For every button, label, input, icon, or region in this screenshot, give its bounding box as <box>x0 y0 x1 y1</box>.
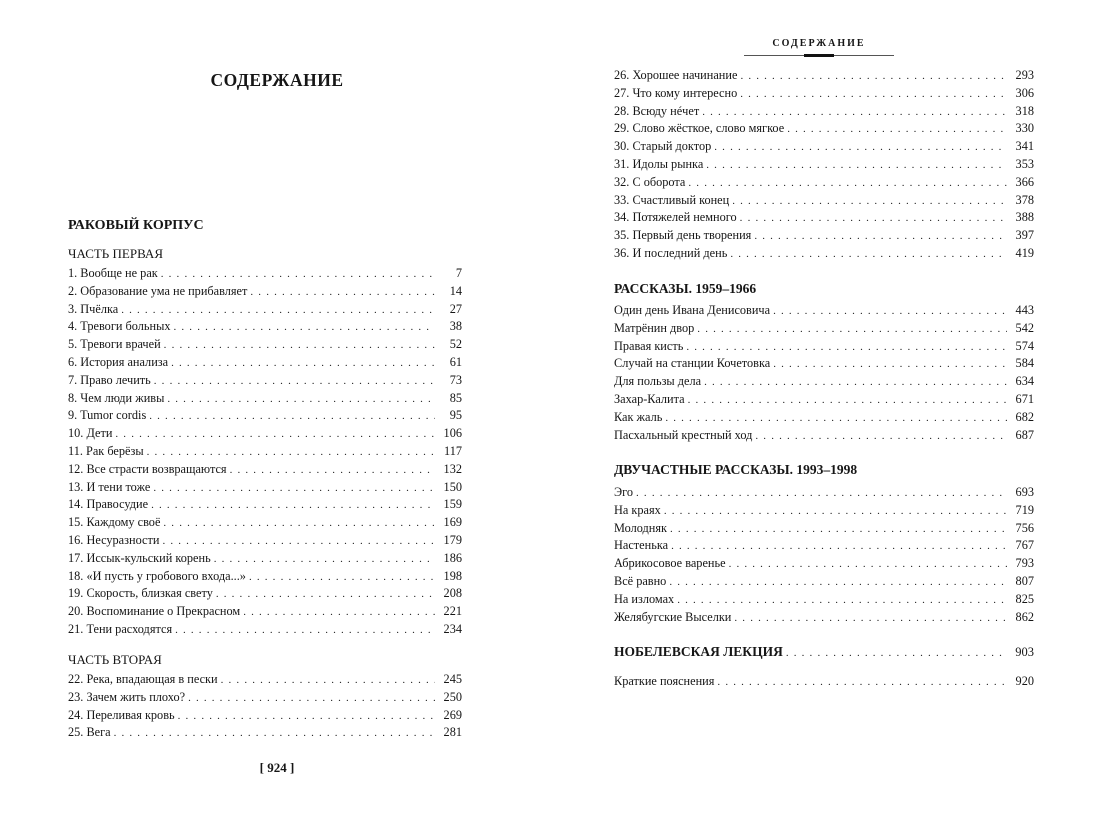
toc-entry-page: 542 <box>1015 320 1034 335</box>
toc-entry-page: 117 <box>444 443 462 458</box>
toc-entry-page: 378 <box>1015 192 1034 207</box>
toc-entry <box>614 320 1034 338</box>
toc-entry-page: 27 <box>449 301 462 316</box>
leader-dots <box>677 592 1007 610</box>
toc-entry-title: 2. Образование ума не прибавляет <box>68 283 248 298</box>
toc-entry-page: 198 <box>443 568 462 583</box>
toc-entry <box>614 555 1034 573</box>
leader-dots <box>670 521 1007 539</box>
leader-dots <box>755 428 1007 446</box>
toc-entry-title: На изломах <box>614 591 675 606</box>
toc-entry-page: 862 <box>1015 609 1034 624</box>
toc-entry-page: 7 <box>455 266 462 280</box>
toc-entry-title: 29. Слово жёсткое, слово мягкое <box>614 121 785 136</box>
toc-entry-page: 250 <box>443 689 462 704</box>
toc-entry-page: 584 <box>1015 356 1034 371</box>
leader-dots <box>740 68 1007 86</box>
toc-entry-page: 767 <box>1015 538 1034 553</box>
two-part-stories-heading: ДВУЧАСТНЫЕ РАССКАЗЫ. 1993–1998 <box>614 462 858 477</box>
toc-entry <box>68 550 462 568</box>
toc-entry-page: 687 <box>1015 427 1034 442</box>
toc-entry-page: 159 <box>443 497 462 512</box>
toc-entry-title: 10. Дети <box>68 426 113 441</box>
toc-entry-title: 20. Воспоминание о Прекрасном <box>68 604 241 619</box>
page-number: [ 924 ] <box>259 760 295 775</box>
toc-entry <box>68 265 462 283</box>
running-head-rule <box>744 55 894 56</box>
toc-entry <box>614 245 1034 263</box>
leader-dots <box>154 373 435 391</box>
toc-entry <box>68 301 462 319</box>
leader-dots <box>704 374 1007 392</box>
toc-entry-title: 22. Река, впадающая в пески <box>68 672 218 686</box>
leader-dots <box>147 444 435 462</box>
toc-entry-title: 1. Вообще не рак <box>68 266 158 280</box>
toc-entry-page: 169 <box>443 515 462 530</box>
leader-dots <box>230 462 435 480</box>
toc-entry <box>68 425 462 443</box>
toc-entry-title: 6. История анализа <box>68 354 169 369</box>
toc-entry-title: Матрёнин двор <box>614 320 695 335</box>
leader-dots <box>171 355 435 373</box>
toc-entry-title: 8. Чем люди живы <box>68 390 165 405</box>
toc-entry-title: 17. Иссык-кульский корень <box>68 550 211 565</box>
toc-entry-title: 26. Хорошее начинание <box>614 68 738 82</box>
toc-entry-page: 574 <box>1015 338 1034 353</box>
leader-dots <box>686 339 1007 357</box>
toc-entry-page: 388 <box>1015 210 1034 225</box>
toc-entry-page: 671 <box>1015 391 1034 406</box>
two-part-stories-list <box>614 484 1034 626</box>
toc-entry <box>68 707 462 725</box>
leader-dots <box>786 643 1007 663</box>
toc-entry <box>68 621 462 639</box>
leader-dots <box>740 86 1007 104</box>
toc-entry <box>68 390 462 408</box>
toc-entry-title: Правая кисть <box>614 338 684 353</box>
toc-entry-page: 269 <box>443 707 462 722</box>
leader-dots <box>214 551 435 569</box>
toc-entry-title: На краях <box>614 502 661 517</box>
notes-label: Краткие пояснения <box>614 674 715 688</box>
toc-entry-page: 366 <box>1015 174 1034 189</box>
leader-dots <box>734 610 1007 628</box>
running-head: СОДЕРЖАНИЕ <box>772 38 866 49</box>
toc-entry <box>68 372 462 390</box>
toc-entry-title: 21. Тени расходятся <box>68 621 173 636</box>
toc-entry <box>614 355 1034 373</box>
toc-entry <box>614 174 1034 192</box>
toc-entry <box>614 537 1034 555</box>
leader-dots <box>773 356 1007 374</box>
toc-entry-page: 793 <box>1015 556 1034 571</box>
toc-entry-page: 221 <box>443 604 462 619</box>
toc-entry-title: 33. Счастливый конец <box>614 192 730 207</box>
toc-entry-title: 16. Несуразности <box>68 532 160 547</box>
toc-entry-page: 719 <box>1015 502 1034 517</box>
toc-entry <box>68 496 462 514</box>
toc-entry-page: 281 <box>443 725 462 740</box>
leader-dots <box>174 319 436 337</box>
toc-entry <box>614 338 1034 356</box>
toc-entry <box>614 138 1034 156</box>
toc-entry <box>68 568 462 586</box>
leader-dots <box>697 321 1007 339</box>
toc-entry-title: Как жаль <box>614 409 663 424</box>
toc-entry-title: Всё равно <box>614 573 667 588</box>
toc-entry-page: 73 <box>449 372 462 387</box>
leader-dots <box>167 391 435 409</box>
toc-entry-page: 52 <box>449 337 462 352</box>
toc-entry-title: 30. Старый доктор <box>614 139 712 154</box>
toc-entry-title: Молодняк <box>614 520 668 535</box>
toc-entry-title: 4. Тревоги больных <box>68 319 171 334</box>
toc-entry <box>68 671 462 689</box>
leader-dots <box>740 210 1007 228</box>
toc-entry-page: 341 <box>1015 139 1034 154</box>
toc-entry-title: 15. Каждому своё <box>68 515 161 530</box>
toc-entry-title: Абрикосовое варенье <box>614 556 726 571</box>
leader-dots <box>221 672 435 690</box>
toc-entry <box>68 354 462 372</box>
leader-dots <box>732 193 1007 211</box>
leader-dots <box>161 266 435 284</box>
toc-entry <box>68 461 462 479</box>
toc-entry-page: 85 <box>449 390 462 405</box>
toc-entry-page: 807 <box>1015 573 1034 588</box>
toc-entry-page: 132 <box>443 461 462 476</box>
toc-entry <box>68 689 462 707</box>
toc-entry <box>68 514 462 532</box>
toc-entry-page: 330 <box>1015 121 1034 136</box>
toc-entry-title: 31. Идолы рынка <box>614 156 704 171</box>
toc-entry-page: 419 <box>1015 245 1034 260</box>
toc-entry-title: 5. Тревоги врачей <box>68 337 161 352</box>
toc-entry-page: 14 <box>449 283 462 298</box>
leader-dots <box>773 303 1007 321</box>
toc-entry <box>68 407 462 425</box>
toc-entry <box>68 603 462 621</box>
toc-entry-title: Пасхальный крестный ход <box>614 427 753 442</box>
leader-dots <box>178 708 435 726</box>
toc-entry <box>614 85 1034 103</box>
leader-dots <box>153 480 435 498</box>
toc-entry <box>68 585 462 603</box>
toc-entry-page: 245 <box>443 672 462 686</box>
leader-dots <box>671 538 1007 556</box>
leader-dots <box>706 157 1007 175</box>
toc-entry-title: 14. Правосудие <box>68 497 149 512</box>
toc-entry <box>68 443 462 461</box>
toc-entry <box>614 502 1034 520</box>
toc-entry <box>614 573 1034 591</box>
toc-entry-page: 179 <box>443 532 462 547</box>
leader-dots <box>250 284 435 302</box>
toc-entry <box>68 283 462 301</box>
stories-heading: РАССКАЗЫ. 1959–1966 <box>614 281 757 296</box>
toc-entry-title: 3. Пчёлка <box>68 301 119 316</box>
toc-entry-page: 95 <box>449 408 462 423</box>
toc-entry-page: 318 <box>1015 103 1034 118</box>
toc-entry-page: 825 <box>1015 591 1034 606</box>
leader-dots <box>636 485 1007 503</box>
toc-entry <box>68 318 462 336</box>
leader-dots <box>665 410 1007 428</box>
stories-list <box>614 302 1034 444</box>
right-page <box>614 0 1034 825</box>
notes-entry <box>614 673 1034 691</box>
leader-dots <box>114 725 435 743</box>
toc-entry-page: 693 <box>1015 485 1034 499</box>
nobel-lecture-label: НОБЕЛЕВСКАЯ ЛЕКЦИЯ <box>614 644 783 659</box>
toc-entry-title: 18. «И пусть у гробового входа...» <box>68 568 246 583</box>
toc-entry <box>614 120 1034 138</box>
leader-dots <box>688 392 1007 410</box>
leader-dots <box>115 426 435 444</box>
toc-entry <box>614 227 1034 245</box>
toc-entry-page: 756 <box>1015 520 1034 535</box>
left-page <box>68 0 462 825</box>
nobel-lecture-page: 903 <box>1015 645 1034 659</box>
toc-entry <box>614 520 1034 538</box>
toc-entry-title: Случай на станции Кочетовка <box>614 356 771 371</box>
toc-entry-title: 24. Переливая кровь <box>68 707 175 722</box>
toc-entry <box>614 209 1034 227</box>
continued-chapter-list <box>614 67 1034 263</box>
toc-entry-title: 7. Право лечить <box>68 372 151 387</box>
toc-entry <box>614 409 1034 427</box>
toc-entry <box>68 532 462 550</box>
toc-entry <box>614 484 1034 502</box>
leader-dots <box>188 690 435 708</box>
toc-entry <box>68 336 462 354</box>
toc-entry-page: 38 <box>449 319 462 334</box>
leader-dots <box>243 604 435 622</box>
toc-entry <box>614 156 1034 174</box>
toc-entry-page: 306 <box>1015 85 1034 100</box>
leader-dots <box>714 139 1007 157</box>
leader-dots <box>149 408 435 426</box>
toc-entry-title: 28. Всюду нéчет <box>614 103 700 118</box>
toc-entry-page: 293 <box>1015 68 1034 82</box>
leader-dots <box>729 556 1007 574</box>
leader-dots <box>175 622 435 640</box>
toc-entry-title: Эго <box>614 485 634 499</box>
toc-entry <box>614 427 1034 445</box>
section-heading-cancer-ward: РАКОВЫЙ КОРПУС <box>68 218 204 233</box>
part-one-heading: ЧАСТЬ ПЕРВАЯ <box>68 246 163 261</box>
toc-entry-title: 11. Рак берёзы <box>68 443 144 458</box>
leader-dots <box>669 574 1007 592</box>
leader-dots <box>163 515 435 533</box>
toc-entry-page: 106 <box>443 426 462 441</box>
toc-entry-page: 682 <box>1015 409 1034 424</box>
toc-entry <box>614 609 1034 627</box>
toc-entry-title: Захар-Калита <box>614 391 685 406</box>
toc-entry <box>614 373 1034 391</box>
toc-entry <box>68 724 462 742</box>
nobel-lecture-entry <box>614 642 1034 662</box>
toc-entry <box>614 391 1034 409</box>
toc-entry-title: 32. С оборота <box>614 174 686 189</box>
toc-entry-title: 35. Первый день творения <box>614 228 752 243</box>
toc-entry-title: 13. И тени тоже <box>68 479 151 494</box>
toc-entry-title: Желябугские Выселки <box>614 609 732 624</box>
toc-entry <box>614 591 1034 609</box>
leader-dots <box>249 569 435 587</box>
leader-dots <box>787 121 1007 139</box>
part-two-list <box>68 671 462 742</box>
notes-page: 920 <box>1015 674 1034 688</box>
toc-entry-page: 353 <box>1015 156 1034 171</box>
leader-dots <box>664 503 1007 521</box>
toc-entry-page: 397 <box>1015 228 1034 243</box>
leader-dots <box>717 674 1007 692</box>
toc-entry-page: 150 <box>443 479 462 494</box>
toc-entry-page: 443 <box>1015 303 1034 317</box>
toc-entry <box>68 479 462 497</box>
toc-entry-title: Для пользы дела <box>614 374 702 389</box>
leader-dots <box>688 175 1007 193</box>
toc-entry-page: 634 <box>1015 374 1034 389</box>
toc-entry-title: 27. Что кому интересно <box>614 85 738 100</box>
toc-entry-title: 34. Потяжелей немного <box>614 210 737 225</box>
leader-dots <box>121 302 435 320</box>
part-one-list <box>68 265 462 639</box>
toc-entry-page: 234 <box>443 621 462 636</box>
toc-entry-title: 23. Зачем жить плохо? <box>68 689 186 704</box>
toc-entry-page: 208 <box>443 586 462 601</box>
toc-entry-title: 25. Вега <box>68 725 111 740</box>
leader-dots <box>164 337 435 355</box>
toc-entry-title: 36. И последний день <box>614 245 728 260</box>
leader-dots <box>151 497 435 515</box>
leader-dots <box>216 586 435 604</box>
page-title: СОДЕРЖАНИЕ <box>210 70 344 90</box>
toc-entry <box>614 302 1034 320</box>
leader-dots <box>702 104 1007 122</box>
leader-dots <box>162 533 435 551</box>
toc-entry <box>614 103 1034 121</box>
toc-entry-title: 19. Скорость, близкая свету <box>68 586 213 601</box>
toc-entry-title: 9. Tumor cordis <box>68 408 147 423</box>
toc-entry-title: 12. Все страсти возвращаются <box>68 461 227 476</box>
toc-entry <box>614 67 1034 85</box>
toc-entry-page: 61 <box>449 354 462 369</box>
toc-entry-title: Один день Ивана Денисовича <box>614 303 771 317</box>
part-two-heading: ЧАСТЬ ВТОРАЯ <box>68 652 162 667</box>
leader-dots <box>754 228 1007 246</box>
toc-entry-title: Настенька <box>614 538 669 553</box>
toc-entry <box>614 192 1034 210</box>
toc-entry-page: 186 <box>443 550 462 565</box>
leader-dots <box>730 246 1007 264</box>
